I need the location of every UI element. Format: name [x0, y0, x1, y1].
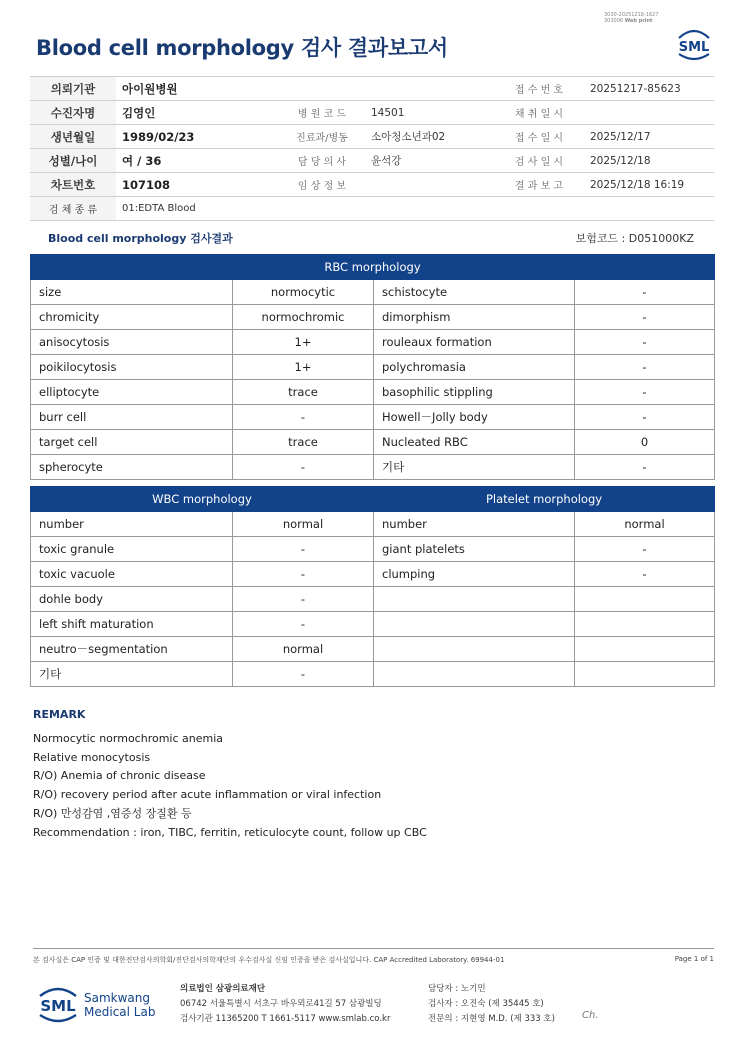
collect-date-label: 채 취 일 시 [494, 101, 584, 125]
webprint-line1: 3030-20251218-1627 [604, 12, 659, 18]
org-address: 06742 서울특별시 서초구 바우뫼로41길 57 삼광빌딩 [180, 999, 382, 1009]
hosp-code-label: 병 원 코 드 [279, 101, 365, 125]
rbc-right-item: Nucleated RBC [374, 430, 575, 455]
rbc-row [31, 405, 715, 430]
rbc-row [31, 380, 715, 405]
rbc-row [31, 455, 715, 480]
receipt-no-label: 접 수 번 호 [494, 77, 584, 101]
samkwang-logo [36, 982, 176, 1026]
rbc-left-value: - [233, 405, 374, 430]
staff-tester: 검사자 : 오진숙 (제 35445 호) [428, 999, 544, 1009]
wbc-row [31, 637, 715, 662]
clinical-value [365, 173, 494, 197]
collect-date-value [584, 101, 714, 125]
wbc-left-item: 기타 [31, 662, 233, 687]
rbc-left-item: size [31, 280, 233, 305]
wbc-row [31, 562, 715, 587]
wbc-right-value [575, 587, 715, 612]
remark-line: R/O) recovery period after acute inflammation or viral infection [33, 788, 382, 802]
hospital-value: 아이원병원 [116, 77, 279, 101]
wbc-right-item [374, 662, 575, 687]
wbc-right-item [374, 637, 575, 662]
wbc-right-value: normal [575, 512, 715, 537]
rbc-row [31, 305, 715, 330]
rbc-right-value: - [575, 355, 715, 380]
birth-value: 1989/02/23 [116, 125, 279, 149]
specimen-label: 검 체 종 류 [30, 197, 116, 221]
wbc-right-item [374, 612, 575, 637]
wbc-left-value: normal [233, 637, 374, 662]
platelet-header: Platelet morphology [374, 487, 715, 512]
rbc-left-value: normochromic [233, 305, 374, 330]
wbc-left-value: - [233, 612, 374, 637]
hosp-code-value: 14501 [365, 101, 494, 125]
insurance-code: 보험코드 : D051000KZ [575, 232, 694, 245]
wbc-left-value: - [233, 587, 374, 612]
test-date-value: 2025/12/18 [584, 149, 714, 173]
rbc-left-value: trace [233, 430, 374, 455]
sml-logo [674, 26, 714, 62]
signature: Ch. [582, 1010, 599, 1021]
rbc-left-item: target cell [31, 430, 233, 455]
page-title: Blood cell morphology 검사 결과보고서 [36, 36, 448, 60]
org-contact: 검사기관 11365200 T 1661-5117 www.smlab.co.kr [180, 1014, 391, 1024]
wbc-left-item: dohle body [31, 587, 233, 612]
wbc-right-value [575, 612, 715, 637]
staff-specialist: 전문의 : 지현영 M.D. (제 333 호) [428, 1014, 555, 1024]
wbc-left-value: - [233, 537, 374, 562]
rbc-left-item: chromicity [31, 305, 233, 330]
rbc-right-value: - [575, 380, 715, 405]
rbc-left-item: anisocytosis [31, 330, 233, 355]
wbc-right-item: clumping [374, 562, 575, 587]
wbc-left-item: left shift maturation [31, 612, 233, 637]
rbc-right-value: - [575, 280, 715, 305]
rbc-row [31, 430, 715, 455]
rbc-right-item: dimorphism [374, 305, 575, 330]
rbc-left-value: - [233, 455, 374, 480]
rbc-right-value: - [575, 405, 715, 430]
sexage-value: 여 / 36 [116, 149, 279, 173]
wbc-right-value [575, 662, 715, 687]
webprint-line2 [604, 18, 659, 24]
remark-line: R/O) 만성감염 ,염증성 장질환 등 [33, 806, 192, 820]
chart-label: 차트번호 [30, 173, 116, 197]
logo-mark: SML [40, 997, 76, 1015]
dept-value: 소아청소년과02 [365, 125, 494, 149]
remark-title: REMARK [33, 708, 86, 721]
wbc-right-value: - [575, 537, 715, 562]
rbc-right-value: - [575, 455, 715, 480]
remark-line: R/O) Anemia of chronic disease [33, 769, 206, 783]
rbc-left-value: trace [233, 380, 374, 405]
wbc-right-item: giant platelets [374, 537, 575, 562]
wbc-row [31, 512, 715, 537]
wbc-left-value: - [233, 662, 374, 687]
logo-name2: Medical Lab [84, 1005, 156, 1019]
remark-line: Normocytic normochromic anemia [33, 732, 224, 745]
svg-text:SML: SML [678, 40, 710, 55]
doctor-label: 담 당 의 사 [279, 149, 365, 173]
patient-info-table [30, 76, 714, 221]
name-value: 김영인 [116, 101, 279, 125]
wbc-row [31, 662, 715, 687]
footer-divider [33, 948, 714, 949]
chart-value: 107108 [116, 173, 279, 197]
wbc-left-item: toxic vacuole [31, 562, 233, 587]
wbc-right-item [374, 587, 575, 612]
clinical-label: 임 상 정 보 [279, 173, 365, 197]
staff-manager: 담당자 : 노기민 [428, 984, 486, 994]
accreditation-note: 본 검사실은 CAP 인증 및 대한진단검사의학회/진단검사의학재단의 우수검사실 신임 인증을 받은 검사실입니다. CAP Accredited Laboratory. 69944-01 [33, 956, 505, 964]
remark-line: Recommendation : iron, TIBC, ferritin, reticulocyte count, follow up CBC [33, 825, 427, 839]
rbc-right-value: 0 [575, 430, 715, 455]
rbc-left-item: burr cell [31, 405, 233, 430]
wbc-row [31, 537, 715, 562]
dept-label: 진료과/병동 [279, 125, 365, 149]
rbc-left-value: normocytic [233, 280, 374, 305]
wbc-left-value: normal [233, 512, 374, 537]
name-label: 수진자명 [30, 101, 116, 125]
birth-label: 생년월일 [30, 125, 116, 149]
rbc-right-value: - [575, 330, 715, 355]
specimen-value: 01:EDTA Blood [116, 197, 714, 221]
receipt-date-label: 접 수 일 시 [494, 125, 584, 149]
wbc-right-item: number [374, 512, 575, 537]
rbc-table [30, 254, 715, 480]
wbc-left-item: toxic granule [31, 537, 233, 562]
rbc-row [31, 280, 715, 305]
wbc-header: WBC morphology [31, 487, 374, 512]
wbc-right-value: - [575, 562, 715, 587]
hospital-label: 의뢰기관 [30, 77, 116, 101]
report-date-value: 2025/12/18 16:19 [584, 173, 714, 197]
rbc-right-item: Howell－Jolly body [374, 405, 575, 430]
remark-line: Relative monocytosis [33, 750, 151, 764]
wbc-left-item: number [31, 512, 233, 537]
rbc-left-item: elliptocyte [31, 380, 233, 405]
rbc-right-item: 기타 [374, 455, 575, 480]
sexage-label: 성별/나이 [30, 149, 116, 173]
rbc-right-item: schistocyte [374, 280, 575, 305]
wbc-row [31, 612, 715, 637]
webprint-label: Web print [624, 18, 653, 24]
rbc-row [31, 330, 715, 355]
page-number: Page 1 of 1 [674, 955, 714, 963]
test-date-label: 검 사 일 시 [494, 149, 584, 173]
wbc-left-item: neutro－segmentation [31, 637, 233, 662]
rbc-header: RBC morphology [31, 255, 715, 280]
rbc-right-item: polychromasia [374, 355, 575, 380]
doctor-value: 윤석강 [365, 149, 494, 173]
rbc-left-value: 1+ [233, 330, 374, 355]
rbc-left-item: poikilocytosis [31, 355, 233, 380]
wbc-platelet-table [30, 486, 715, 687]
rbc-right-item: rouleaux formation [374, 330, 575, 355]
report-date-label: 결 과 보 고 [494, 173, 584, 197]
rbc-right-item: basophilic stippling [374, 380, 575, 405]
wbc-row [31, 587, 715, 612]
org-name: 의료법인 삼광의료재단 [180, 984, 266, 994]
rbc-left-value: 1+ [233, 355, 374, 380]
wbc-right-value [575, 637, 715, 662]
receipt-no-value: 20251217-85623 [584, 77, 714, 101]
rbc-right-value: - [575, 305, 715, 330]
logo-name1: Samkwang [84, 991, 150, 1005]
webprint-code: 303006 [604, 18, 624, 24]
receipt-date-value: 2025/12/17 [584, 125, 714, 149]
rbc-row [31, 355, 715, 380]
wbc-left-value: - [233, 562, 374, 587]
remark-text [33, 730, 427, 842]
staff-info [428, 982, 555, 1027]
webprint-stamp [604, 12, 659, 24]
org-info [180, 982, 390, 1027]
rbc-left-item: spherocyte [31, 455, 233, 480]
results-section-title: Blood cell morphology 검사결과 [48, 232, 233, 245]
